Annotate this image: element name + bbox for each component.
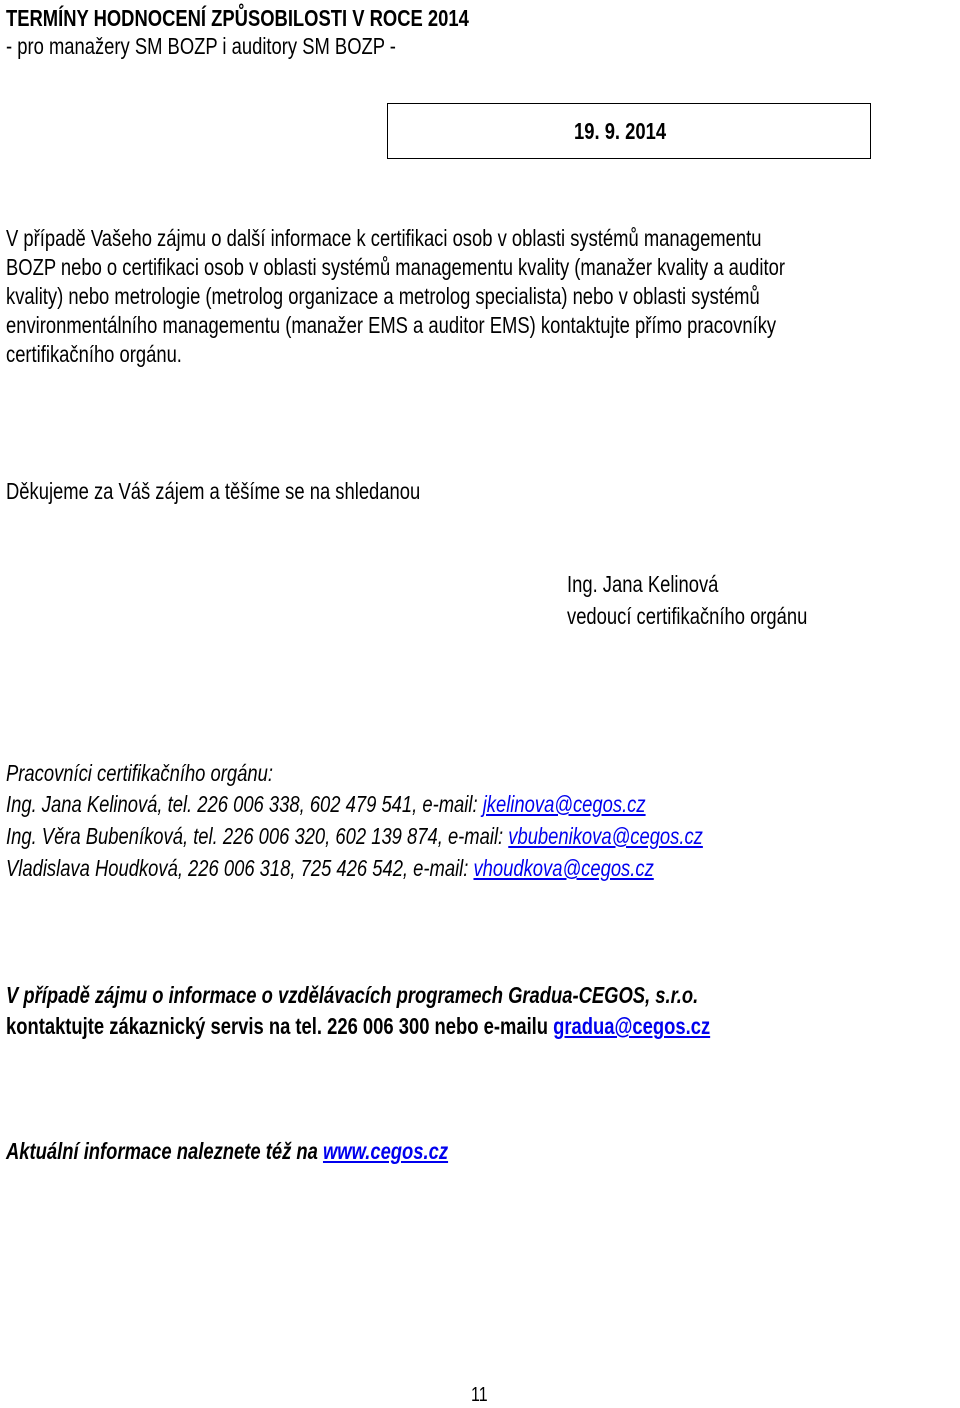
programs-line: V případě zájmu o informace o vzdělávacích programech Gradua-CEGOS, s.r.o. [6, 982, 699, 1008]
date-box [387, 103, 871, 159]
staff-contact: Ing. Jana Kelinová, tel. 226 006 338, 602 479 541, e-mail: jkelinova@cegos.cz [6, 791, 646, 817]
document-title: TERMÍNY HODNOCENÍ ZPŮSOBILOSTI V ROCE 2014 [6, 5, 469, 31]
staff-heading: Pracovníci certifikačního orgánu: [6, 760, 273, 786]
intro-line: environmentálního managementu (manažer EMS a auditor EMS) kontaktujte přímo pracovníky [6, 312, 777, 338]
intro-paragraph [6, 224, 960, 369]
signature-role: vedoucí certifikačního orgánu [567, 603, 808, 629]
website-link[interactable]: www.cegos.cz [322, 1138, 449, 1164]
staff-contact: Vladislava Houdková, 226 006 318, 725 426 542, e-mail: vhoudkova@cegos.cz [6, 855, 654, 881]
document-subtitle: - pro manažery SM BOZP i auditory SM BOZP - [6, 33, 396, 59]
intro-line: kvality) nebo metrologie (metrolog organizace a metrolog specialista) nebo v oblasti systémů [6, 283, 760, 309]
email-link[interactable]: jkelinova@cegos.cz [482, 791, 646, 817]
staff-contact: Ing. Věra Bubeníková, tel. 226 006 320, 602 139 874, e-mail: vbubenikova@cegos.cz [6, 823, 703, 849]
programs-contact-line: kontaktujte zákaznický servis na tel. 226 006 300 nebo e-mailu gradua@cegos.cz [6, 1013, 711, 1039]
email-link[interactable]: vbubenikova@cegos.cz [508, 823, 703, 849]
intro-line: BOZP nebo o certifikaci osob v oblasti systémů managementu kvality (manažer kvality a auditor [6, 254, 785, 280]
email-link[interactable]: vhoudkova@cegos.cz [473, 855, 654, 881]
thanks-text: Děkujeme za Váš zájem a těšíme se na shledanou [6, 478, 421, 504]
date-text: 19. 9. 2014 [574, 118, 667, 144]
intro-line: certifikačního orgánu. [6, 341, 182, 367]
signature-name: Ing. Jana Kelinová [567, 571, 719, 597]
document-page [6, 0, 956, 1408]
page-number: 11 [471, 1384, 488, 1406]
intro-line: V případě Vašeho zájmu o další informace k certifikaci osob v oblasti systémů managementu [6, 225, 762, 251]
gradua-email-link[interactable]: gradua@cegos.cz [553, 1013, 711, 1039]
web-info-line: Aktuální informace naleznete též na www.cegos.cz [6, 1138, 449, 1164]
